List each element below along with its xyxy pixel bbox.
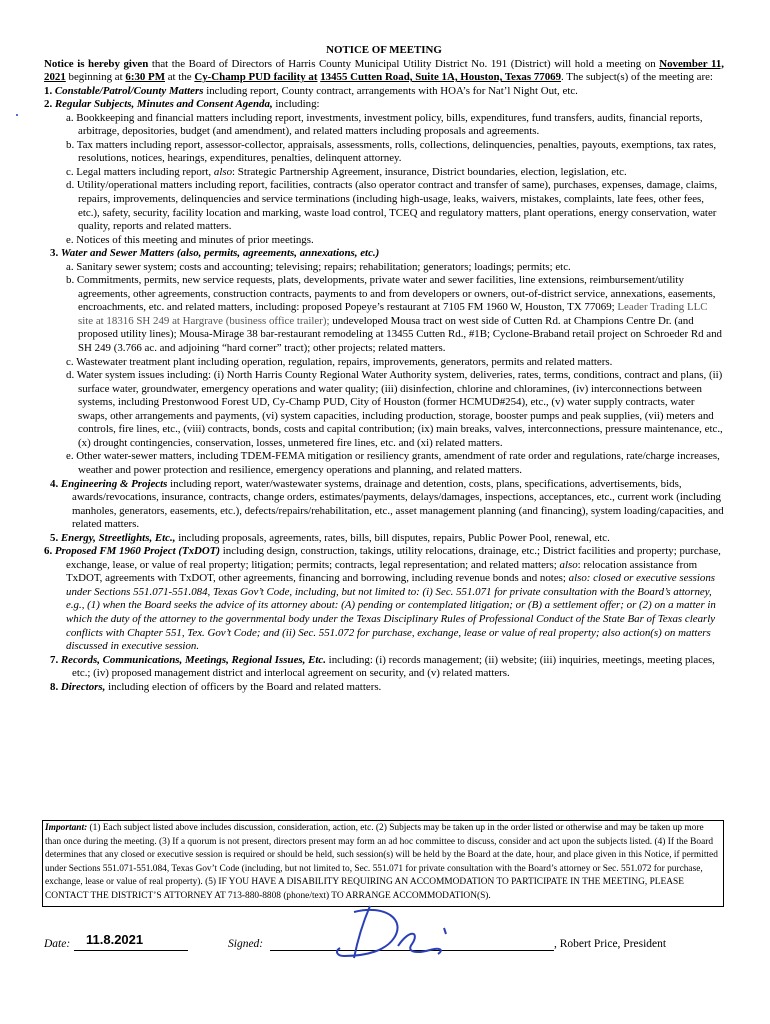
section-3-item-c: c. Wastewater treatment plant including operation, regulation, repairs, improvements, generators, permits and related matters. bbox=[66, 355, 613, 368]
section-6-heading: Proposed FM 1960 Project (TxDOT) bbox=[54, 545, 221, 558]
section-3-item-e: e. Other water-sewer matters, including TDEM-FEMA mitigation or resiliency grants, amendment of rate order and regulations, rate/charge increases, weather and power protection and resilience, emergency operations and planning, and related matters. bbox=[66, 450, 720, 476]
section-4-text: including report, water/wastewater systems, drainage and detention, costs, plans, specifications, advertisements, bids, awards/revocations, insurance, contracts, change orders, estimates/payments, delays/damages, inspections, acceptances, etc., current work (including manholes, generators, easements, etc.), defects/repairs/rehabilitation, etc., asset management planning (and financing), system loading/capacities, and related matters. bbox=[72, 477, 724, 531]
section-6-also: also bbox=[559, 558, 578, 571]
section-6-text-1: including design, construction, takings, utility relocations, drainage, etc.; District facilities and property; purchase, exchange, lease, or value of real property; litigation; permits; contracts, legal representation; and related matters; bbox=[66, 545, 721, 571]
meeting-address: 13455 Cutten Road, Suite 1A, Houston, Texas 77069 bbox=[320, 71, 562, 84]
section-2-item-c-pre: c. Legal matters including report, bbox=[66, 165, 214, 178]
section-5-number: 5. bbox=[50, 531, 59, 544]
section-2-item-e: e. Notices of this meeting and minutes of prior meetings. bbox=[66, 233, 314, 246]
section-2-item-c-post: : Strategic Partnership Agreement, insurance, District boundaries, election, legislation, etc. bbox=[232, 165, 627, 178]
section-8 bbox=[44, 681, 724, 695]
notice-body bbox=[44, 44, 724, 694]
section-6-number: 6. bbox=[44, 545, 53, 558]
important-notice-box bbox=[42, 820, 724, 907]
section-2-item-b: b. Tax matters including report, assessor-collector, appraisals, assessments, rolls, collections, delinquencies, penalties, payouts, exemptions, tax rates, resolutions, notices, hearings, expenditures, penalties, delinquent attorney. bbox=[66, 138, 717, 165]
signer-name: , Robert Price, President bbox=[554, 938, 667, 950]
signed-label: Signed: bbox=[228, 938, 264, 950]
section-4 bbox=[50, 478, 724, 532]
section-2-item-d: d. Utility/operational matters including report, facilities, contracts (also operator contract and transfer of same), purchases, expenses, damage, claims, repairs, improvements, delinquencies and service terminations (including high-usage, leaks, waivers, mistakes, complaints, late fees, other fees, etc.), safety, security, facility location and marking, waste load control, TCEQ and regulatory matters, plant operations, energy conservation, water quality, reports and related matters. bbox=[66, 179, 718, 233]
section-1 bbox=[44, 85, 724, 99]
section-3-item-d: d. Water system issues including: (i) North Harris County Regional Water Authority system, deliveries, rates, terms, conditions, contract and plans, (ii) surface water, groundwater, emergency operations and water quality; (iii) disinfection, chlorine and chloramines, (iv) interconnections between systems, including Prestonwood Forest UD, Cy-Champ PUD, City of Houston (former HCMUD#254), etc., (v) water supply contracts, water swaps, other arrangements and payments, (vi) system capacities, including production, storage, booster pumps and peak supplies, (vii) meters and controls, fire lines, etc., (viii) contracts, bonds, costs and capital contribution; (ix) main breaks, valves, interconnections, pressure maintenance, etc., (x) drought contingencies, conservation, losses, unmetered fire lines, etc. and (xi) related matters. bbox=[66, 369, 723, 449]
handwritten-signature bbox=[294, 898, 474, 968]
section-7-number: 7. bbox=[50, 653, 59, 666]
section-2-item-a: a. Bookkeeping and financial matters including report, investments, investment policy, bills, expenditures, fund transfers, audits, financial reports, arbitrage, depositories, budget (and amendment), and related matters including proposals and agreements. bbox=[66, 111, 703, 138]
section-2 bbox=[44, 98, 724, 112]
section-5 bbox=[44, 532, 724, 546]
section-6-executive-session: also: closed or executive sessions under Sections 551.071-551.084, Texas Gov’t Code, including, but not limited to: (i) Sec. 551.071 for private consultation with the Board’s attorney, e.g., (1) when the Board seeks the advice of its attorney about: (A) pending or contemplated litigation; or (B) a settlement offer; or (2) on a matter in which the duty of the attorney to the governmental body under the Texas Disciplinary Rules of Professional Conduct of the State Bar of Texas clearly conflicts with Chapter 551, Tex. Gov’t Code; and (ii) Sec. 551.072 for purchase, exchange, lease or value of real property; also action(s) on matters discussed in executive session. bbox=[66, 572, 716, 653]
date-value: 11.8.2021 bbox=[86, 932, 144, 947]
section-1-text: including report, County contract, arrangements with HOA’s for Nat’l Night Out, etc. bbox=[203, 84, 578, 97]
intro-paragraph bbox=[44, 58, 724, 85]
section-1-number: 1. bbox=[44, 84, 53, 97]
section-2-heading: Regular Subjects, Minutes and Consent Agenda, bbox=[54, 98, 273, 111]
section-1-heading: Constable/Patrol/County Matters bbox=[54, 84, 204, 97]
intro-text-5: . The subject(s) of the meeting are: bbox=[561, 71, 713, 84]
important-text: (1) Each subject listed above includes discussion, consideration, action, etc. (2) Subjects may be taken up in the order listed or otherwise and may be taken up more than once during the meeting. (3) If a quorum is not present, directors present may form an ad hoc committee to discuss, consider and act upon the subjects listed. (4) If the Board determines that any closed or executive session is required or should be held, such session(s) will be held by the Board at the date, hour, and place given in this Notice, if permitted under Sections 551.071-551.084, Texas Gov’t Code (including, but not limited to, Sec. 551.071 for private consultation with the Board’s attorney or Sec. 551.072 for purchase, exchange, lease or value of real property). (5) IF YOU HAVE A DISABILITY REQUIRING AN ACCOMMODATION TO PARTICIPATE IN THE MEETING, PLEASE CONTACT THE DISTRICT’S ATTORNEY AT 713-880-8808 (phone/text) TO ARRANGE ACCOMMODATION(S). bbox=[45, 823, 718, 901]
section-2-item-c-also: also bbox=[213, 165, 233, 178]
section-6 bbox=[44, 545, 724, 653]
section-3-number: 3. bbox=[50, 247, 59, 260]
section-4-number: 4. bbox=[50, 477, 59, 490]
date-line bbox=[74, 950, 188, 951]
section-3-heading: Water and Sewer Matters (also, permits, agreements, annexations, etc.) bbox=[60, 247, 380, 260]
section-3-item-a: a. Sanitary sewer system; costs and accounting; televising; repairs; rehabilitation; generators; loadings; permits; etc. bbox=[66, 260, 571, 273]
section-7-heading: Records, Communications, Meetings, Regional Issues, Etc. bbox=[60, 653, 326, 666]
ink-dot-mark bbox=[16, 114, 18, 116]
section-2-text: including: bbox=[272, 98, 320, 111]
signature-footer bbox=[44, 932, 724, 972]
meeting-time: 6:30 PM bbox=[125, 71, 165, 84]
section-8-text: including election of officers by the Board and related matters. bbox=[105, 680, 382, 693]
section-3-item-b-pre: b. Commitments, permits, new service requests, plats, developments, private water and sewer facilities, line extensions, reimbursement/utility agreements, other agreements, construction contracts, payments to and from developers or owners, out-of-district service, annexations, easements, encroachments, etc. and related matters, including: proposed Popeye’s restaurant at 7105 FM 1960 W, Houston, TX 77069; bbox=[66, 274, 716, 314]
intro-text-1: that the Board of Directors of Harris County Municipal Utility District No. 191 (District) will hold a meeting on bbox=[148, 57, 660, 70]
notice-title: NOTICE OF MEETING bbox=[326, 44, 442, 56]
intro-text-3: at the bbox=[165, 71, 195, 84]
section-3-item-b-post: undeveloped Mousa tract on west side of Cutten Rd. at Champions Centre Dr. (and proposed utility lines); Mousa-Mirage 38 bar-restaurant remodeling at 13455 Cutten Rd., #1B; Cyclone-Braband retail project on Schroeder Rd and SH 249 (3.766 ac. and adjoining “hard corner” tract); other projects; related matters. bbox=[78, 314, 722, 355]
meeting-place: Cy-Champ PUD facility at bbox=[194, 71, 318, 84]
section-3 bbox=[44, 247, 724, 261]
section-2-number: 2. bbox=[44, 98, 53, 111]
section-7 bbox=[50, 654, 724, 681]
section-4-heading: Engineering & Projects bbox=[60, 477, 168, 490]
section-2-item-c bbox=[64, 166, 724, 180]
section-8-number: 8. bbox=[50, 680, 59, 693]
important-label: Important: bbox=[45, 823, 88, 833]
section-5-text: including proposals, agreements, rates, bills, bill disputes, repairs, Public Power Pool, renewal, etc. bbox=[175, 531, 610, 544]
section-8-heading: Directors, bbox=[60, 680, 106, 693]
intro-text-2: beginning at bbox=[65, 71, 126, 84]
date-label: Date: bbox=[44, 938, 71, 950]
section-3-item-b bbox=[64, 274, 724, 355]
section-6-text-2: : relocation assistance from TxDOT, agreements with TxDOT, other agreements, financing and borrowing, including revenue bonds and notes; bbox=[66, 558, 698, 585]
section-5-heading: Energy, Streetlights, Etc., bbox=[60, 531, 176, 544]
section-7-text: including: (i) records management; (ii) website; (iii) inquiries, meetings, meeting places, etc.; (iv) proposed management district and interlocal agreement on security, and (v) related matters. bbox=[72, 653, 715, 680]
intro-lead: Notice is hereby given bbox=[44, 57, 149, 70]
meeting-date: November 11, 2021 bbox=[44, 57, 724, 84]
section-3-item-b-gray: Leader Trading LLC site at 18316 SH 249 at Hargrave (business office trailer); bbox=[78, 301, 708, 327]
